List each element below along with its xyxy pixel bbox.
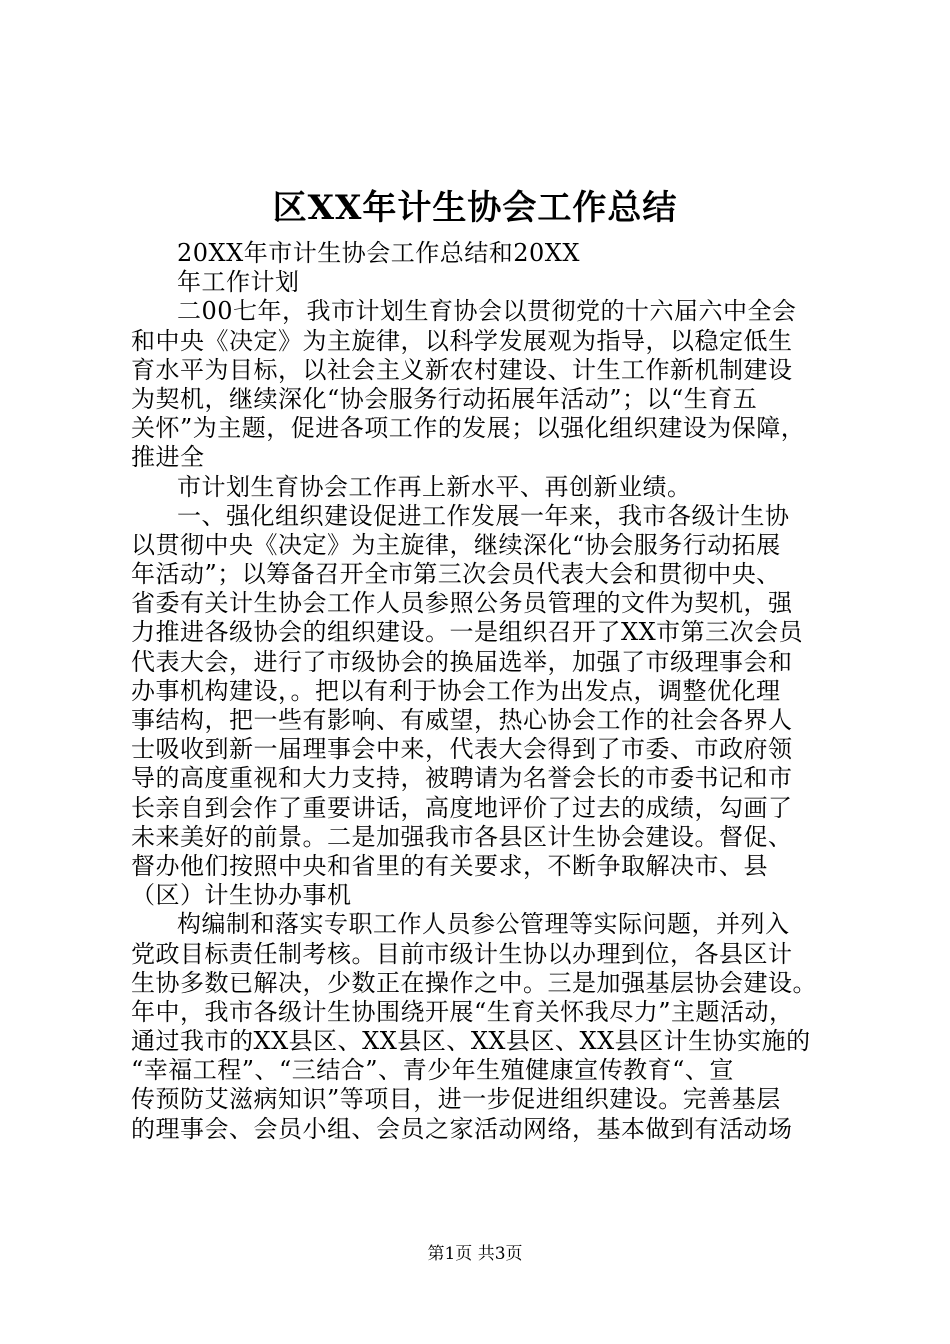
body-line: 力推进各级协会的组织建设。一是组织召开了XX市第三次会员 bbox=[131, 618, 804, 647]
body-line: 事结构，把一些有影响、有威望，热心协会工作的社会各界人 bbox=[131, 706, 793, 734]
body-line: 一、强化组织建设促进工作发展一年来，我市各级计生协 bbox=[177, 501, 790, 530]
body-line: 20XX年市计生协会工作总结和20XX bbox=[177, 239, 580, 267]
body-line: “幸福工程”、“三结合”、青少年生殖健康宣传教育“、宣 bbox=[131, 1056, 734, 1085]
body-line: 推进全 bbox=[131, 443, 205, 472]
body-line: 二00七年，我市计划生育协会以贯彻党的十六届六中全会 bbox=[177, 297, 797, 326]
body-line: 党政目标责任制考核。目前市级计生协以办理到位，各县区计 bbox=[131, 939, 793, 968]
body-line: 关怀”为主题，促进各项工作的发展；以强化组织建设为保障， bbox=[131, 414, 806, 443]
body-line: 年中，我市各级计生协围绕开展“生育关怀我尽力”主题活动， bbox=[131, 997, 794, 1026]
body-line: 传预防艾滋病知识”等项目，进一步促进组织建设。完善基层 bbox=[131, 1085, 781, 1114]
body-line: 代表大会，进行了市级协会的换届选举，加强了市级理事会和 bbox=[131, 647, 793, 676]
body-line: 士吸收到新一届理事会中来，代表大会得到了市委、市政府领 bbox=[131, 735, 793, 764]
document-title: 区XX年计生协会工作总结 bbox=[272, 188, 678, 228]
body-line: 省委有关计生协会工作人员参照公务员管理的文件为契机，强 bbox=[131, 589, 793, 618]
body-line: 年活动”；以筹备召开全市第三次会员代表大会和贯彻中央、 bbox=[131, 560, 781, 589]
body-line: （区）计生协办事机 bbox=[131, 881, 352, 910]
document-body bbox=[131, 239, 851, 1144]
body-line: 和中央《决定》为主旋律，以科学发展观为指导，以稳定低生 bbox=[131, 326, 793, 355]
body-line: 年工作计划 bbox=[177, 268, 300, 297]
body-line: 以贯彻中央《决定》为主旋律，继续深化“协会服务行动拓展 bbox=[131, 530, 781, 559]
body-line: 办事机构建设，。把以有利于协会工作为出发点，调整优化理 bbox=[131, 676, 781, 705]
body-line: 市计划生育协会工作再上新水平、再创新业绩。 bbox=[177, 472, 692, 501]
page-footer: 第1页 共3页 bbox=[427, 1244, 523, 1264]
body-line: 的理事会、会员小组、会员之家活动网络，基本做到有活动场 bbox=[131, 1114, 793, 1143]
body-line: 育水平为目标，以社会主义新农村建设、计生工作新机制建设 bbox=[131, 355, 793, 384]
body-line: 构编制和落实专职工作人员参公管理等实际问题，并列入 bbox=[177, 910, 790, 939]
body-line: 通过我市的XX县区、XX县区、XX县区、XX县区计生协实施的 bbox=[131, 1027, 811, 1056]
body-line: 督办他们按照中央和省里的有关要求，不断争取解决市、县 bbox=[131, 851, 768, 880]
body-line: 长亲自到会作了重要讲话，高度地评价了过去的成绩，勾画了 bbox=[131, 793, 793, 822]
body-line: 导的高度重视和大力支持，被聘请为名誉会长的市委书记和市 bbox=[131, 764, 793, 793]
body-line: 未来美好的前景。二是加强我市各县区计生协会建设。督促、 bbox=[131, 822, 793, 851]
body-line: 为契机，继续深化“协会服务行动拓展年活动”；以“生育五 bbox=[131, 384, 758, 413]
body-line: 生协多数已解决，少数正在操作之中。三是加强基层协会建设。 bbox=[131, 968, 817, 997]
